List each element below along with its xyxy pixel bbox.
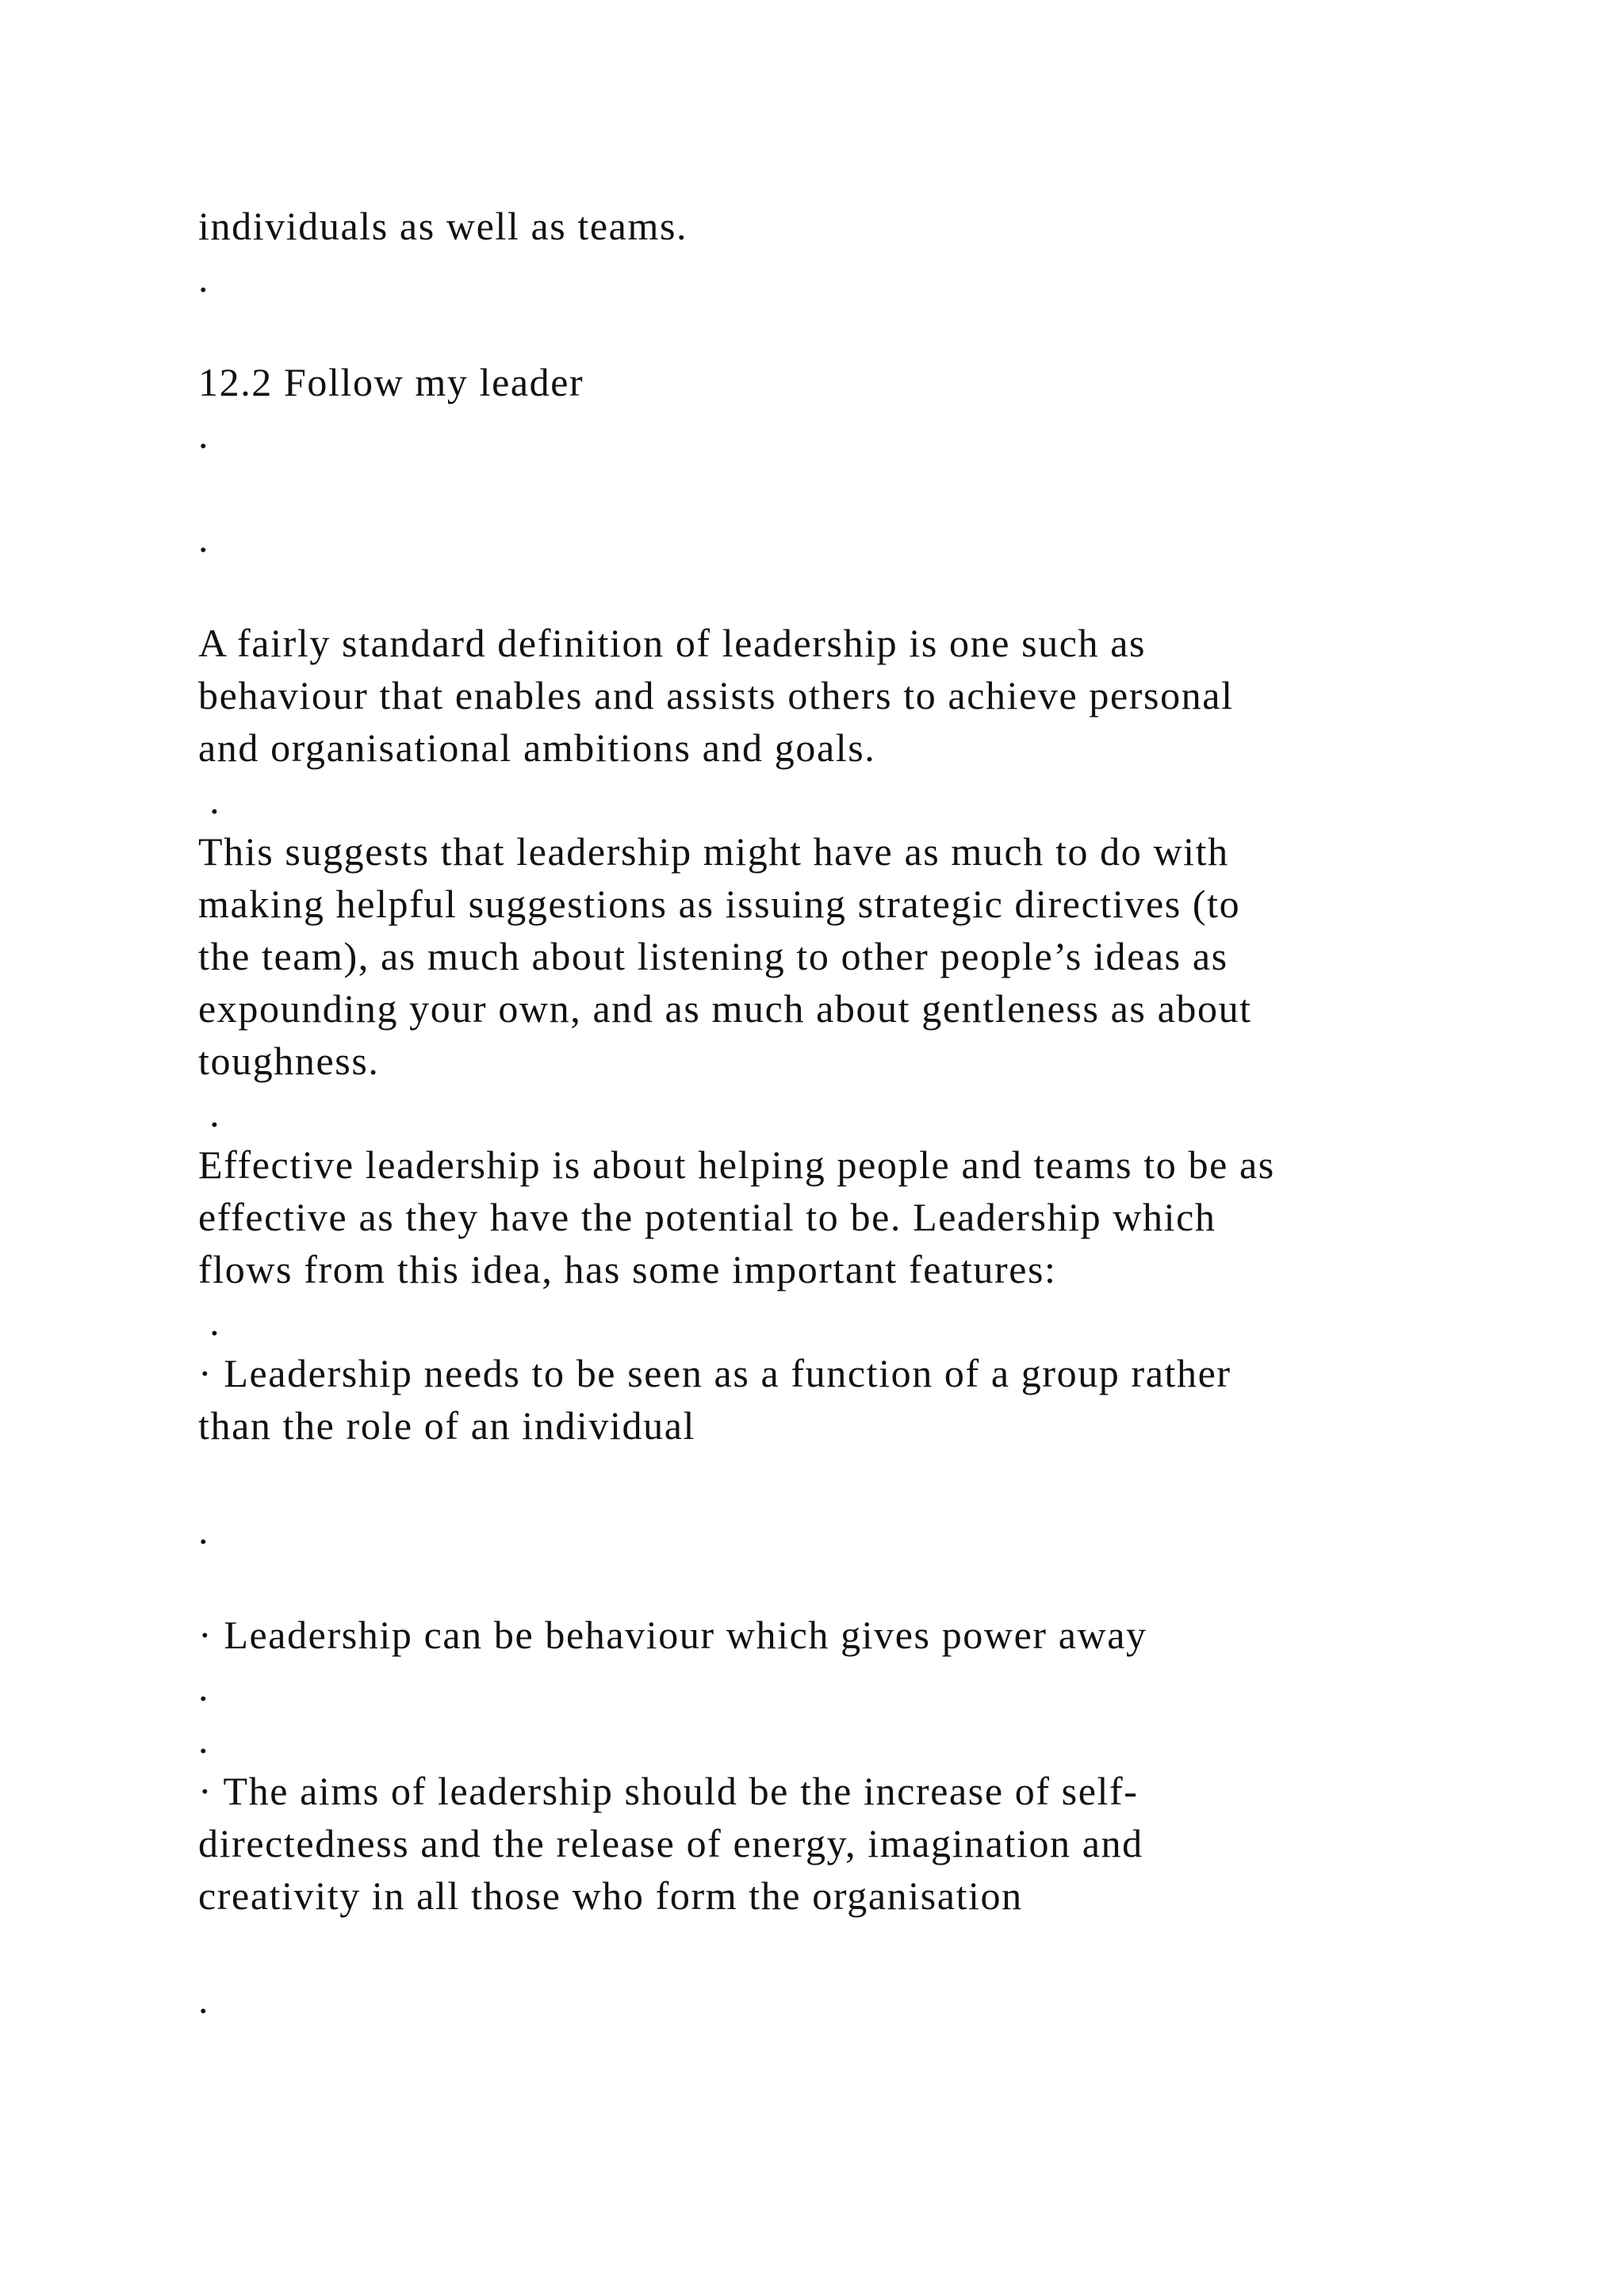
text-line: This suggests that leadership might have as much to do with	[198, 829, 1229, 874]
text-line: .	[198, 1508, 210, 1552]
text-line: individuals as well as teams.	[198, 204, 688, 248]
bullet-line: · The aims of leadership should be the increase of self-	[198, 1769, 1139, 1813]
text-line: .	[198, 1717, 210, 1762]
text-line: the team), as much about listening to other people’s ideas as	[198, 934, 1228, 978]
text-line: behaviour that enables and assists others to achieve personal	[198, 673, 1234, 718]
text-line: than the role of an individual	[198, 1403, 696, 1448]
text-line: Effective leadership is about helping people and teams to be as	[198, 1142, 1275, 1187]
text-line: directedness and the release of energy, imagination and	[198, 1821, 1143, 1866]
section-heading: 12.2 Follow my leader	[198, 360, 584, 404]
text-line: .	[198, 412, 210, 457]
bullet-line: · Leadership can be behaviour which gives power away	[198, 1613, 1147, 1657]
text-line: effective as they have the potential to be. Leadership which	[198, 1195, 1216, 1239]
bullet-line: · Leadership needs to be seen as a function of a group rather	[198, 1351, 1231, 1395]
text-line: making helpful suggestions as issuing strategic directives (to	[198, 882, 1241, 926]
text-line: .	[198, 256, 210, 300]
text-line: expounding your own, and as much about gentleness as about	[198, 986, 1252, 1031]
text-line: toughness.	[198, 1039, 380, 1083]
text-line: A fairly standard definition of leadership is one such as	[198, 621, 1147, 665]
text-line: flows from this idea, has some important features:	[198, 1247, 1057, 1292]
text-line: .	[198, 516, 210, 561]
text-line: .	[198, 1665, 210, 1709]
text-line: .	[198, 1299, 221, 1344]
text-line: .	[198, 1091, 221, 1135]
text-line: .	[198, 1977, 210, 2022]
text-line: .	[198, 778, 221, 822]
text-line: and organisational ambitions and goals.	[198, 725, 876, 770]
text-line: creativity in all those who form the organisation	[198, 1873, 1023, 1918]
